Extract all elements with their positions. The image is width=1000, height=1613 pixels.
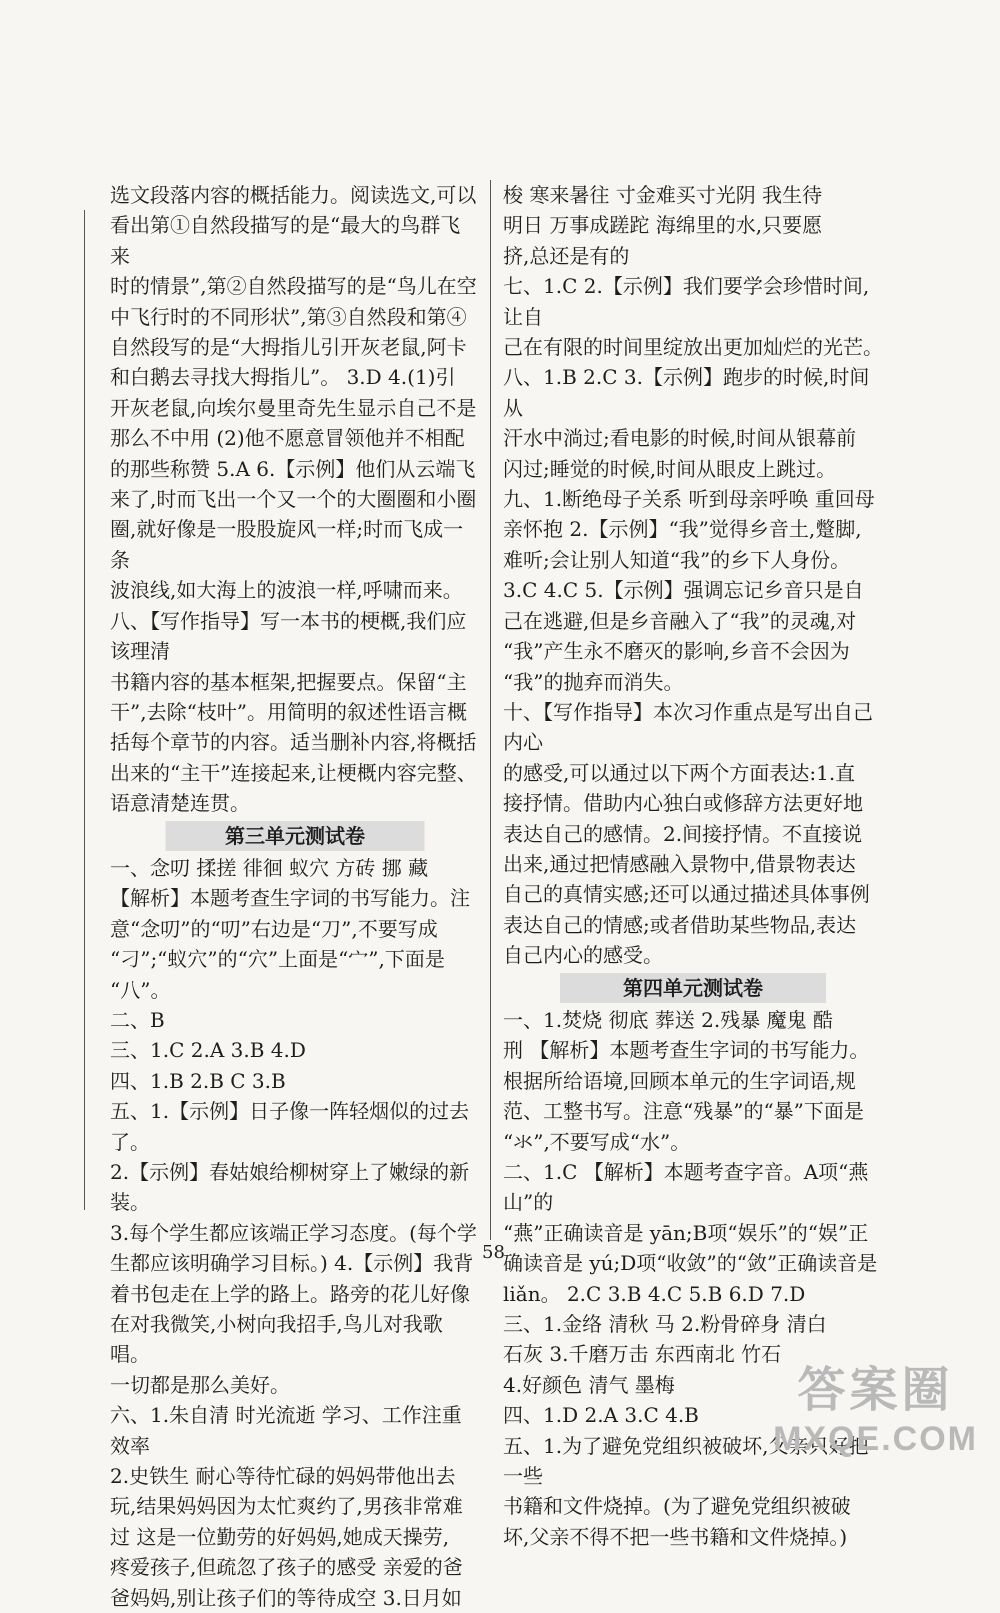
text-line: 五、1.为了避免党组织被破坏,父亲只好把一些 bbox=[503, 1433, 869, 1489]
text-line: 明日 万事成蹉跎 海绵里的水,只要愿 bbox=[503, 213, 823, 238]
text-line: 括每个章节的内容。适当删补内容,将概括 bbox=[110, 730, 477, 755]
text-line: 九、1.断绝母子关系 听到母亲呼唤 重回母 bbox=[503, 487, 875, 512]
text-line: 三、1.金络 清秋 马 2.粉骨碎身 清白 bbox=[503, 1312, 827, 1337]
text-line: “刁”;“蚁穴”的“穴”上面是“宀”,下面是 bbox=[110, 947, 445, 972]
text-line: 玩,结果妈妈因为太忙爽约了,男孩非常难 bbox=[110, 1494, 463, 1519]
text-line: 干”,去除“枝叶”。用简明的叙述性语言概 bbox=[110, 699, 468, 724]
text-line: 四、1.B 2.B C 3.B bbox=[110, 1068, 286, 1093]
text-line: 八、1.B 2.C 3.【示例】跑步的时候,时间从 bbox=[503, 365, 870, 420]
text-line: 疼爱孩子,但疏忽了孩子的感受 亲爱的爸 bbox=[110, 1555, 463, 1580]
text-line: 石灰 3.千磨万击 东西南北 竹石 bbox=[503, 1342, 782, 1367]
text-line: 语意清楚连贯。 bbox=[110, 791, 250, 816]
text-line: 梭 寒来暑往 寸金难买寸光阴 我生待 bbox=[503, 183, 823, 207]
text-line: 七、1.C 2.【示例】我们要学会珍惜时间,让自 bbox=[503, 274, 870, 329]
text-line: 三、1.C 2.A 3.B 4.D bbox=[110, 1038, 306, 1063]
text-line: 那么不中用 (2)他不愿意冒领他并不相配 bbox=[110, 426, 465, 451]
text-line: 己在逃避,但是乡音融入了“我”的灵魂,对 bbox=[503, 608, 857, 633]
text-line: 中飞行时的不同形状”,第③自然段和第④ bbox=[110, 304, 467, 329]
text-line: 范、工整书写。注意“残暴”的“暴”下面是 bbox=[503, 1099, 864, 1124]
text-line: 接抒情。借助内心独白或修辞方法更好地 bbox=[503, 791, 863, 816]
text-line: 选文段落内容的概括能力。阅读选文,可以 bbox=[110, 183, 477, 207]
text-line: 圈,就好像是一股股旋风一样;时而飞成一条 bbox=[110, 517, 464, 572]
text-line: 生都应该明确学习目标。) 4.【示例】我背 bbox=[110, 1251, 474, 1276]
text-line: 二、1.C 【解析】本题考查字音。A项“燕山”的 bbox=[503, 1160, 869, 1215]
text-line: 和白鹅去寻找大拇指儿”。 3.D 4.(1)引 bbox=[110, 365, 456, 390]
text-line: 看出第①自然段描写的是“最大的鸟群飞来 bbox=[110, 213, 461, 268]
watermark-url: MXQE.COM bbox=[773, 1420, 978, 1458]
text-line: 一、1.焚烧 彻底 葬送 2.残暴 魔鬼 酷 bbox=[503, 1007, 833, 1032]
column-divider-right bbox=[490, 180, 491, 1240]
middle-column bbox=[110, 180, 480, 1613]
text-line: liǎn。 2.C 3.B 4.C 5.B 6.D 7.D bbox=[503, 1281, 806, 1306]
text-line: 出来,通过把情感融入景物中,借景物表达 bbox=[503, 851, 856, 876]
text-line: 坏,父亲不得不把一些书籍和文件烧掉。) bbox=[503, 1524, 848, 1549]
text-line: 一、念叨 揉搓 徘徊 蚁穴 方砖 挪 藏 bbox=[110, 855, 429, 880]
right-text-part1 bbox=[503, 180, 883, 971]
text-line: 2.史铁生 耐心等待忙碌的妈妈带他出去 bbox=[110, 1464, 456, 1489]
text-line: 过 这是一位勤劳的好妈妈,她成天操劳, bbox=[110, 1524, 450, 1549]
text-line: 表达自己的感情。2.间接抒情。不直接说 bbox=[503, 821, 863, 846]
column-divider-left bbox=[84, 210, 85, 1210]
text-line: 爸妈妈,别让孩子们的等待成空 3.日月如 bbox=[110, 1585, 462, 1610]
middle-text-part2 bbox=[110, 853, 480, 1613]
text-line: 二、B bbox=[110, 1007, 165, 1032]
text-line: 四、1.D 2.A 3.C 4.B bbox=[503, 1403, 699, 1428]
text-line: 根据所给语境,回顾本单元的生字词语,规 bbox=[503, 1068, 856, 1093]
text-line: 自然段写的是“大拇指儿引开灰老鼠,阿卡 bbox=[110, 335, 467, 360]
right-column bbox=[503, 180, 883, 1552]
text-line: 来了,时而飞出一个又一个的大圈圈和小圈 bbox=[110, 487, 477, 512]
text-line: 刑 【解析】本题考查生字词的书写能力。 bbox=[503, 1038, 870, 1063]
page-number: 58 bbox=[482, 1242, 505, 1263]
unit4-title: 第四单元测试卷 bbox=[503, 973, 883, 1003]
text-line: “我”的抛弃而消失。 bbox=[503, 669, 684, 694]
watermark bbox=[773, 1351, 978, 1459]
text-line: 八、【写作指导】写一本书的梗概,我们应该理清 bbox=[110, 608, 467, 664]
text-line: “燕”正确读音是 yān;B项“娱乐”的“娱”正 bbox=[503, 1220, 869, 1245]
text-line: 十、【写作指导】本次习作重点是写出自己内心 bbox=[503, 699, 873, 755]
text-line: 一切都是那么美好。 bbox=[110, 1372, 290, 1397]
text-line: 闪过;睡觉的时候,时间从眼皮上跳过。 bbox=[503, 456, 837, 481]
unit3-title: 第三单元测试卷 bbox=[110, 821, 480, 851]
text-line: 难听;会让别人知道“我”的乡下人身份。 bbox=[503, 547, 851, 572]
text-line: 己在有限的时间里绽放出更加灿烂的光芒。 bbox=[503, 335, 883, 360]
text-line: 六、1.朱自清 时光流逝 学习、工作注重效率 bbox=[110, 1403, 462, 1458]
text-line: 波浪线,如大海上的波浪一样,呼啸而来。 bbox=[110, 578, 463, 603]
text-line: 自己的真情实感;还可以通过描述具体事例 bbox=[503, 882, 870, 907]
text-line: “氺”,不要写成“水”。 bbox=[503, 1129, 691, 1154]
text-line: 自己内心的感受。 bbox=[503, 943, 663, 968]
right-text-part2 bbox=[503, 1005, 883, 1552]
text-line: 书籍和文件烧掉。(为了避免党组织被破 bbox=[503, 1494, 851, 1519]
text-line: 时的情景”,第②自然段描写的是“鸟儿在空 bbox=[110, 274, 477, 299]
text-line: 开灰老鼠,向埃尔曼里奇先生显示自己不是 bbox=[110, 395, 477, 420]
text-line: 五、1.【示例】日子像一阵轻烟似的过去了。 bbox=[110, 1099, 470, 1154]
text-line: 的那些称赞 5.A 6.【示例】他们从云端飞 bbox=[110, 456, 476, 481]
text-line: 意“念叨”的“叨”右边是“刀”,不要写成 bbox=[110, 916, 438, 941]
text-line: 3.C 4.C 5.【示例】强调忘记乡音只是自 bbox=[503, 578, 864, 603]
text-line: “八”。 bbox=[110, 977, 171, 1002]
text-line: 的感受,可以通过以下两个方面表达:1.直 bbox=[503, 760, 856, 785]
watermark-logo: 答案圈 bbox=[797, 1364, 954, 1417]
text-line: 4.好颜色 清气 墨梅 bbox=[503, 1372, 675, 1397]
text-line: 汗水中淌过;看电影的时候,时间从银幕前 bbox=[503, 426, 857, 451]
text-line: 3.每个学生都应该端正学习态度。(每个学 bbox=[110, 1220, 477, 1245]
text-line: 亲怀抱 2.【示例】“我”觉得乡音土,蹩脚, bbox=[503, 517, 862, 542]
middle-text-part1 bbox=[110, 180, 480, 819]
text-line: 挤,总还是有的 bbox=[503, 243, 630, 268]
text-line: 2.【示例】春姑娘给柳树穿上了嫩绿的新装。 bbox=[110, 1160, 470, 1215]
text-line: 书籍内容的基本框架,把握要点。保留“主 bbox=[110, 669, 467, 694]
text-line: “我”产生永不磨灭的影响,乡音不会因为 bbox=[503, 639, 850, 664]
text-line: 在对我微笑,小树向我招手,鸟儿对我歌唱。 bbox=[110, 1312, 443, 1367]
text-line: 确读音是 yú;D项“收敛”的“敛”正确读音是 bbox=[503, 1251, 878, 1276]
text-line: 【解析】本题考查生字词的书写能力。注 bbox=[110, 886, 470, 911]
text-line: 出来的“主干”连接起来,让梗概内容完整、 bbox=[110, 760, 477, 785]
text-line: 表达自己的情感;或者借助某些物品,表达 bbox=[503, 912, 857, 937]
text-line: 着书包走在上学的路上。路旁的花儿好像 bbox=[110, 1281, 470, 1306]
